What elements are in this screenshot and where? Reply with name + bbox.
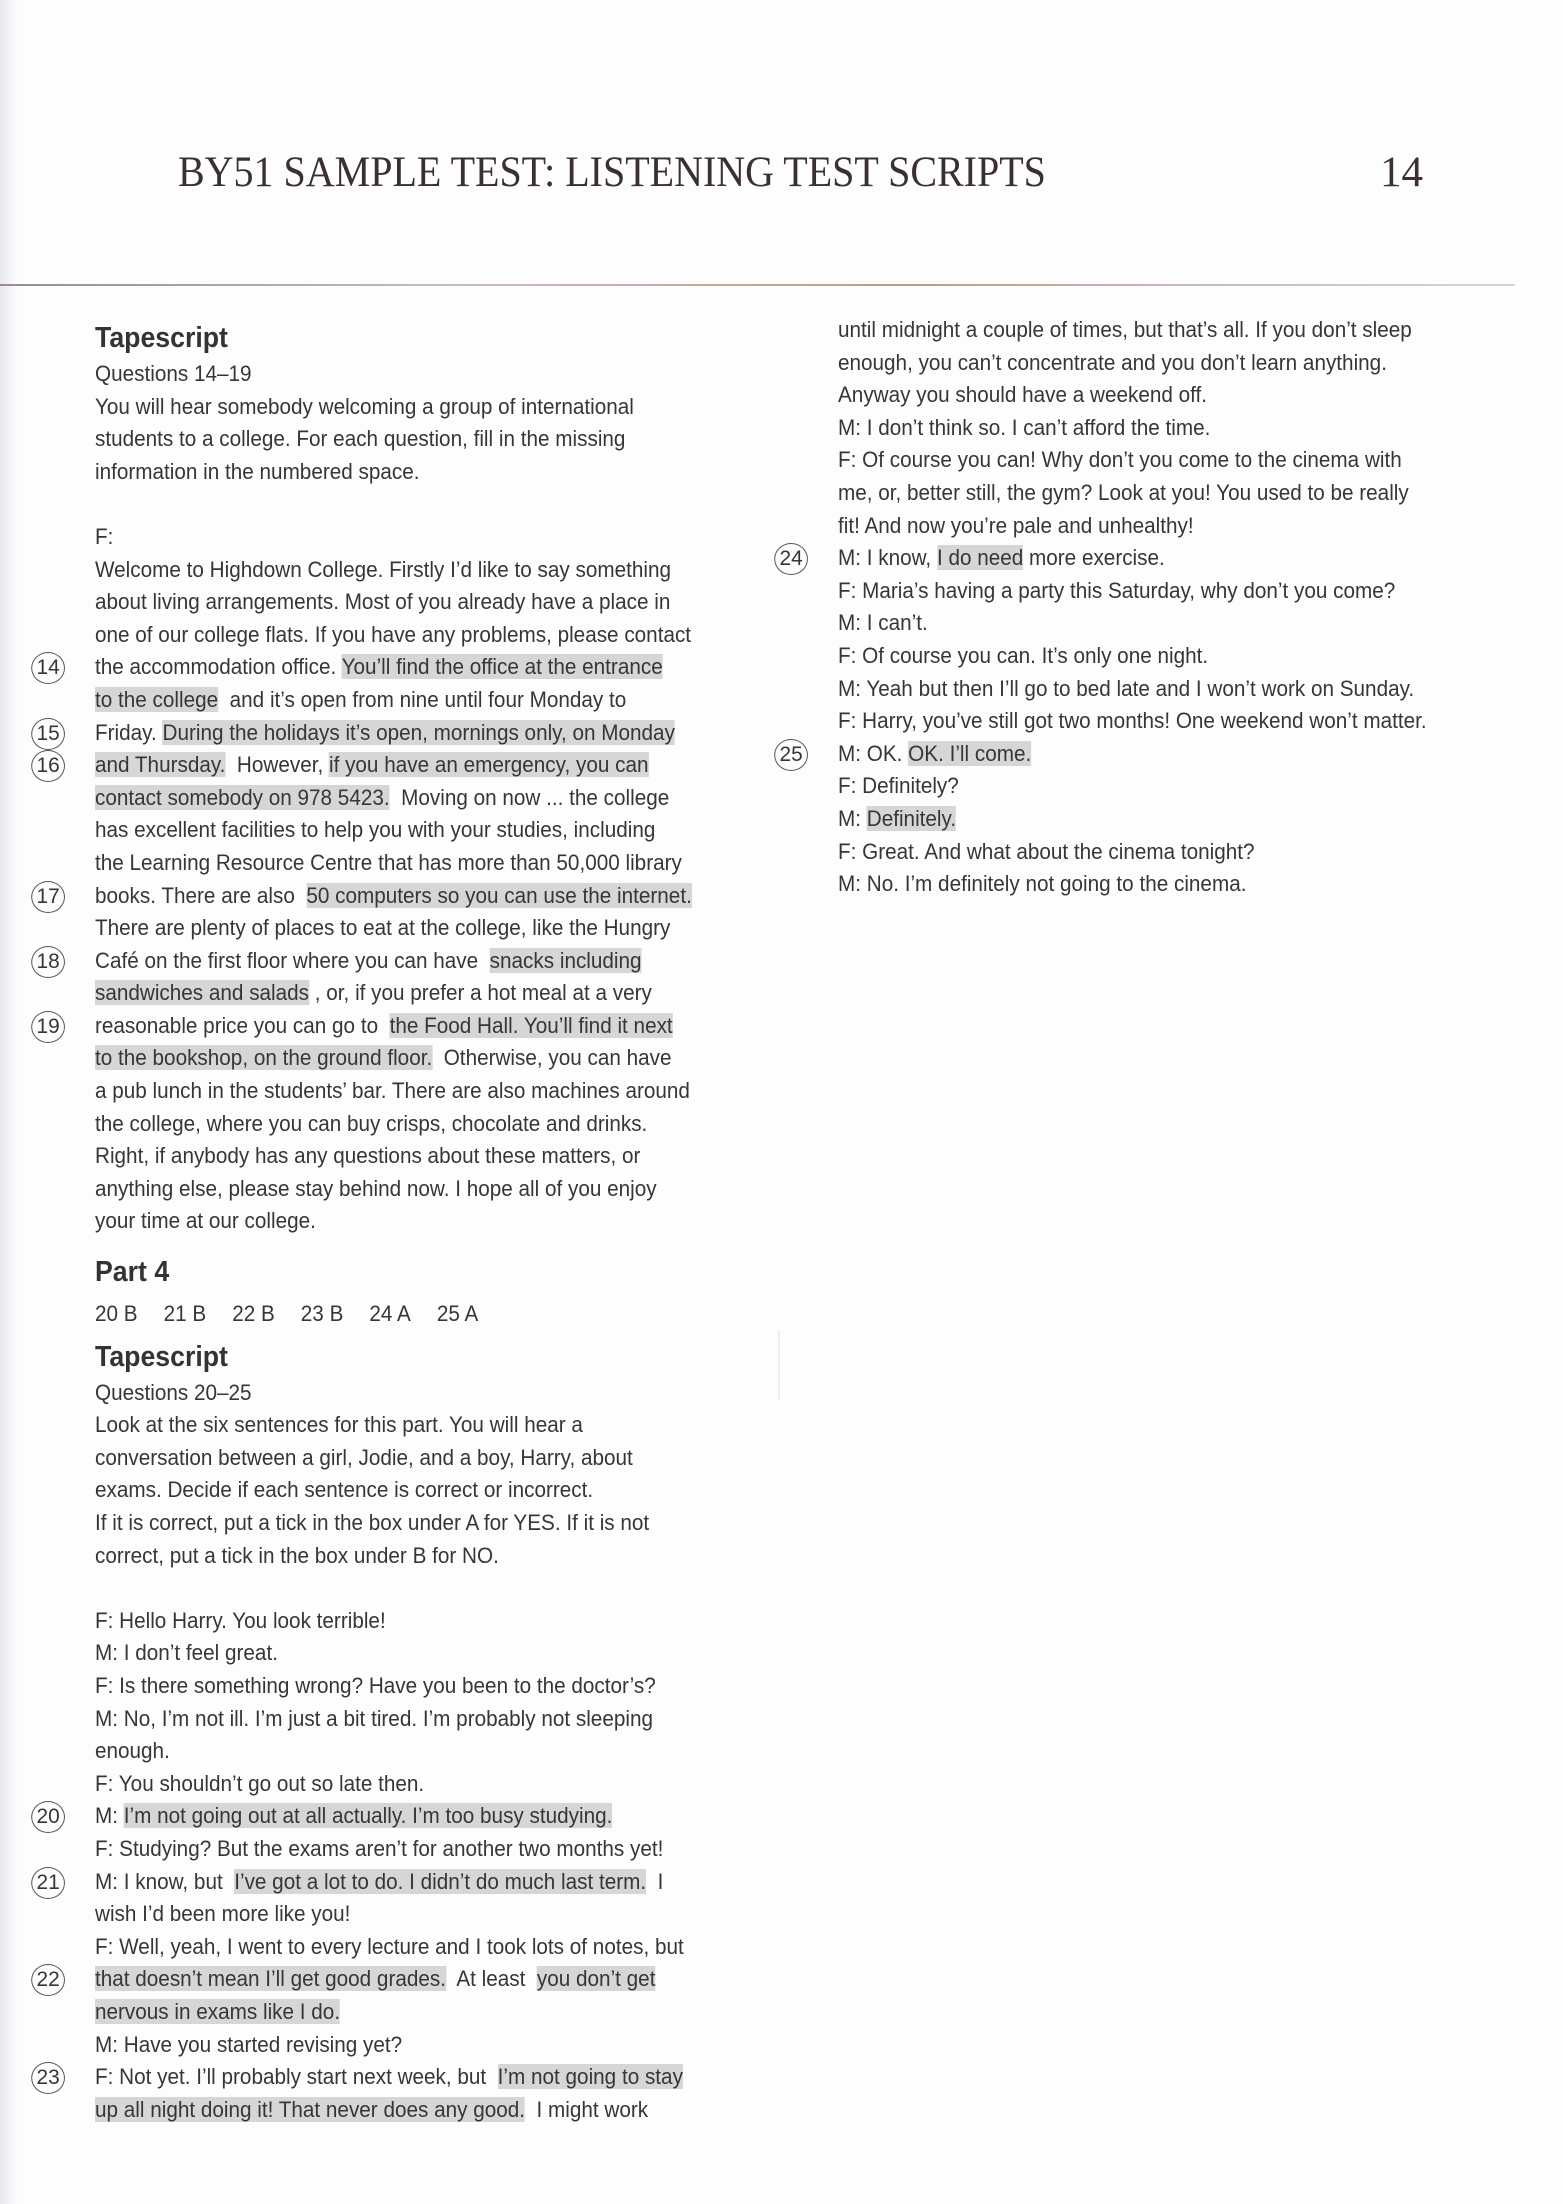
- transcript-text: F: Harry, you’ve still got two months! One weekend won’t matter.: [838, 708, 1427, 734]
- highlighted-answer-text: to the bookshop, on the ground floor.: [95, 1045, 433, 1071]
- transcript-line: [95, 684, 730, 717]
- highlighted-answer-text: OK. I’ll come.: [908, 740, 1032, 766]
- question-number-circle: 25: [774, 739, 808, 771]
- transcript-text: M: No. I’m definitely not going to the cinema.: [838, 871, 1247, 897]
- highlighted-answer-text: I’ve got a lot to do. I didn’t do much last term.: [234, 1868, 647, 1894]
- transcript-text: and it’s open from nine until four Monday to: [218, 686, 627, 712]
- transcript-line: [95, 1833, 730, 1866]
- transcript-text: , or, if you prefer a hot meal at a very: [309, 980, 652, 1006]
- question-number-circle: 19: [31, 1011, 65, 1043]
- transcript-line: [838, 379, 1482, 412]
- highlighted-answer-text: nervous in exams like I do.: [95, 1998, 341, 2024]
- highlighted-answer-text: I do need: [936, 545, 1024, 571]
- transcript-line: [838, 510, 1482, 543]
- transcript-line: [95, 586, 730, 619]
- transcript-line: [36, 1800, 730, 1833]
- highlighted-answer-text: to the college: [95, 686, 219, 712]
- part4-intro-line: correct, put a tick in the box under B for NO.: [95, 1542, 499, 1568]
- transcript-text: Friday.: [95, 719, 163, 745]
- transcript-line: [95, 847, 730, 880]
- highlighted-answer-text: and Thursday.: [95, 752, 226, 778]
- answer-key-item: 22 B: [232, 1301, 275, 1327]
- transcript-text: me, or, better still, the gym? Look at you! You used to be really: [838, 479, 1409, 505]
- transcript-line: [36, 945, 730, 978]
- transcript-text: Moving on now ... the college: [389, 784, 670, 810]
- transcript-line: [838, 640, 1482, 673]
- transcript-line: [838, 575, 1482, 608]
- highlighted-answer-text: up all night doing it! That never does any good.: [95, 2096, 526, 2122]
- part4-intro-line: If it is correct, put a tick in the box under A for YES. If it is not: [95, 1510, 650, 1535]
- transcript-line: [838, 314, 1482, 347]
- transcript-text: about living arrangements. Most of you already have a place in: [95, 589, 671, 615]
- transcript-line: [838, 412, 1482, 445]
- transcript-text: I might work: [525, 2096, 649, 2122]
- highlighted-answer-text: 50 computers so you can use the internet.: [306, 882, 692, 908]
- transcript-line: [36, 651, 730, 684]
- transcript-line: [95, 2094, 730, 2127]
- transcript-text: F: Definitely?: [838, 773, 959, 799]
- transcript-text: F: Studying? But the exams aren’t for another two months yet!: [95, 1835, 664, 1861]
- transcript-text: F: You shouldn’t go out so late then.: [95, 1770, 425, 1796]
- transcript-line: [95, 814, 730, 847]
- transcript-line: [95, 782, 730, 815]
- transcript-text: M:: [95, 1803, 124, 1829]
- answer-key-item: 24 A: [369, 1301, 411, 1327]
- highlighted-answer-text: snacks including: [489, 947, 642, 973]
- transcript-line: [95, 1996, 730, 2029]
- transcript-line: [838, 607, 1482, 640]
- part4-transcript-continued: [779, 314, 1538, 901]
- transcript-text: one of our college flats. If you have any problems, please contact: [95, 621, 692, 647]
- question-number-circle: 16: [31, 750, 65, 782]
- part3-speaker: F:: [95, 523, 114, 549]
- transcript-text: M: I don’t feel great.: [95, 1640, 278, 1666]
- transcript-line: [838, 347, 1482, 380]
- transcript-text: your time at our college.: [95, 1208, 316, 1234]
- transcript-line: [95, 1768, 730, 1801]
- highlighted-answer-text: you don’t get: [536, 1966, 656, 1992]
- transcript-text: has excellent facilities to help you with your studies, including: [95, 817, 656, 843]
- answer-key-item: 25 A: [436, 1301, 479, 1327]
- transcript-line: [95, 1931, 730, 1964]
- part4-intro-line: exams. Decide if each sentence is correct or incorrect.: [95, 1477, 594, 1503]
- question-number-circle: 20: [31, 1801, 65, 1833]
- highlighted-answer-text: that doesn’t mean I’ll get good grades.: [95, 1966, 446, 1992]
- transcript-line: [838, 673, 1482, 706]
- part3-transcript: [36, 554, 785, 1238]
- transcript-text: F: Maria’s having a party this Saturday, why don’t you come?: [838, 577, 1396, 603]
- transcript-text: until midnight a couple of times, but that’s all. If you don’t sleep: [838, 317, 1412, 342]
- transcript-text: F: Of course you can. It’s only one night.: [838, 642, 1209, 668]
- highlighted-answer-text: the Food Hall. You’ll find it next: [389, 1012, 673, 1038]
- transcript-line: [95, 1703, 730, 1736]
- page-title: BY51 SAMPLE TEST: LISTENING TEST SCRIPTS: [178, 149, 1046, 196]
- transcript-line: [95, 1670, 730, 1703]
- transcript-line: [36, 880, 730, 913]
- transcript-text: fit! And now you’re pale and unhealthy!: [838, 512, 1194, 538]
- transcript-text: F: Well, yeah, I went to every lecture and I took lots of notes, but: [95, 1933, 684, 1959]
- part3-tapescript-heading: Tapescript: [95, 322, 228, 354]
- transcript-line: [95, 619, 730, 652]
- transcript-text: the Learning Resource Centre that has more than 50,000 library: [95, 849, 682, 875]
- transcript-line: [95, 1205, 730, 1238]
- transcript-text: I: [646, 1868, 664, 1894]
- transcript-text: books. There are also: [95, 882, 307, 908]
- transcript-text: reasonable price you can go to: [95, 1012, 390, 1038]
- transcript-text: F: Not yet. I’ll probably start next week, but: [95, 2064, 498, 2090]
- question-number-circle: 24: [774, 543, 808, 575]
- header-divider: [0, 284, 1515, 286]
- part4-heading: Part 4: [95, 1256, 170, 1289]
- transcript-text: M: Yeah but then I’ll go to bed late and I won’t work on Sunday.: [838, 675, 1415, 701]
- transcript-line: [95, 1140, 730, 1173]
- highlighted-answer-text: I’m not going to stay: [497, 2064, 683, 2090]
- question-number-circle: 21: [31, 1867, 65, 1899]
- highlighted-answer-text: I’m not going out at all actually. I’m too busy studying.: [123, 1803, 613, 1829]
- transcript-line: [838, 836, 1482, 869]
- answer-key-item: 23 B: [300, 1301, 344, 1327]
- transcript-line: [95, 2029, 730, 2062]
- transcript-line: [779, 542, 1482, 575]
- transcript-text: F: Hello Harry. You look terrible!: [95, 1607, 386, 1633]
- transcript-text: Café on the first floor where you can have: [95, 947, 490, 973]
- transcript-line: [95, 1605, 730, 1638]
- transcript-text: M: I can’t.: [838, 610, 928, 636]
- part4-intro-line: Look at the six sentences for this part. You will hear a: [95, 1412, 583, 1438]
- answer-key-item: 21 B: [163, 1301, 207, 1327]
- transcript-text: F: Of course you can! Why don’t you come to the cinema with: [838, 447, 1402, 473]
- transcript-text: the college, where you can buy crisps, chocolate and drinks.: [95, 1110, 648, 1136]
- transcript-line: [36, 1866, 730, 1899]
- transcript-line: [36, 717, 730, 750]
- transcript-text: enough, you can’t concentrate and you don’t learn anything.: [838, 349, 1387, 375]
- transcript-text: M: No, I’m not ill. I’m just a bit tired. I’m probably not sleeping: [95, 1705, 653, 1731]
- transcript-line: [95, 1637, 730, 1670]
- transcript-text: more exercise.: [1023, 545, 1165, 571]
- question-number-circle: 22: [31, 1964, 65, 1996]
- transcript-line: [95, 1898, 730, 1931]
- part4-questions-label: Questions 20–25: [95, 1379, 252, 1405]
- transcript-text: Anyway you should have a weekend off.: [838, 382, 1208, 408]
- transcript-line: [838, 770, 1482, 803]
- transcript-text: wish I’d been more like you!: [95, 1901, 351, 1927]
- question-number-circle: 15: [31, 718, 65, 750]
- highlighted-answer-text: Definitely.: [866, 805, 957, 831]
- transcript-line: [838, 803, 1482, 836]
- transcript-line: [36, 1010, 730, 1043]
- transcript-text: Right, if anybody has any questions about these matters, or: [95, 1143, 641, 1169]
- part3-questions-label: Questions 14–19: [95, 361, 252, 386]
- left-column: [36, 318, 785, 2126]
- transcript-text: M: OK.: [838, 740, 909, 766]
- part3-intro-line: students to a college. For each question, fill in the missing: [95, 426, 626, 452]
- transcript-line: [95, 1075, 730, 1108]
- transcript-line: [838, 868, 1482, 901]
- transcript-line: [838, 444, 1482, 477]
- transcript-line: [36, 1963, 730, 1996]
- transcript-line: [95, 912, 730, 945]
- right-column: [779, 314, 1538, 901]
- question-number-circle: 23: [31, 2062, 65, 2094]
- transcript-text: M: I know,: [838, 545, 937, 571]
- transcript-line: [95, 1173, 730, 1206]
- transcript-text: anything else, please stay behind now. I hope all of you enjoy: [95, 1175, 657, 1201]
- page-number: 14: [1380, 149, 1423, 196]
- highlighted-answer-text: sandwiches and salads: [95, 980, 310, 1006]
- page-edge-shadow: [0, 0, 18, 2204]
- highlighted-answer-text: if you have an emergency, you can: [328, 752, 649, 778]
- question-number-circle: 17: [31, 881, 65, 913]
- part4-tapescript-heading: Tapescript: [95, 1340, 228, 1373]
- transcript-text: At least: [445, 1966, 537, 1992]
- transcript-text: the accommodation office.: [95, 654, 342, 680]
- highlighted-answer-text: contact somebody on 978 5423.: [95, 784, 390, 810]
- transcript-text: Welcome to Highdown College. Firstly I’d like to say something: [95, 556, 672, 582]
- transcript-line: [95, 977, 730, 1010]
- question-number-circle: 18: [31, 946, 65, 978]
- transcript-text: a pub lunch in the students’ bar. There are also machines around: [95, 1078, 690, 1104]
- transcript-text: Otherwise, you can have: [432, 1045, 672, 1071]
- transcript-text: enough.: [95, 1738, 170, 1764]
- transcript-line: [95, 1108, 730, 1141]
- transcript-line: [95, 1735, 730, 1768]
- transcript-text: M:: [838, 805, 867, 831]
- transcript-line: [838, 705, 1482, 738]
- part3-intro-line: information in the numbered space.: [95, 458, 420, 484]
- transcript-line: [779, 738, 1482, 771]
- transcript-text: F: Is there something wrong? Have you been to the doctor’s?: [95, 1672, 656, 1698]
- answer-key-item: 20 B: [95, 1301, 138, 1327]
- part3-intro-line: You will hear somebody welcoming a group of international: [95, 393, 634, 419]
- transcript-line: [95, 554, 730, 587]
- transcript-text: M: Have you started revising yet?: [95, 2031, 403, 2057]
- scan-artifact: [778, 1330, 780, 1400]
- transcript-text: However,: [225, 752, 329, 778]
- question-number-circle: 14: [31, 652, 65, 684]
- transcript-line: [36, 2061, 730, 2094]
- highlighted-answer-text: You’ll find the office at the entrance: [341, 654, 663, 680]
- transcript-text: There are plenty of places to eat at the college, like the Hungry: [95, 915, 671, 941]
- transcript-text: M: I don’t think so. I can’t afford the time.: [838, 414, 1211, 440]
- part4-transcript: [36, 1605, 785, 2127]
- transcript-text: F: Great. And what about the cinema tonight?: [838, 838, 1255, 864]
- part4-intro-line: conversation between a girl, Jodie, and a boy, Harry, about: [95, 1444, 633, 1470]
- transcript-line: [36, 749, 730, 782]
- transcript-line: [95, 1042, 730, 1075]
- transcript-text: M: I know, but: [95, 1868, 235, 1894]
- transcript-line: [838, 477, 1482, 510]
- highlighted-answer-text: During the holidays it’s open, mornings only, on Monday: [162, 719, 675, 745]
- part4-answer-key: [95, 1298, 730, 1331]
